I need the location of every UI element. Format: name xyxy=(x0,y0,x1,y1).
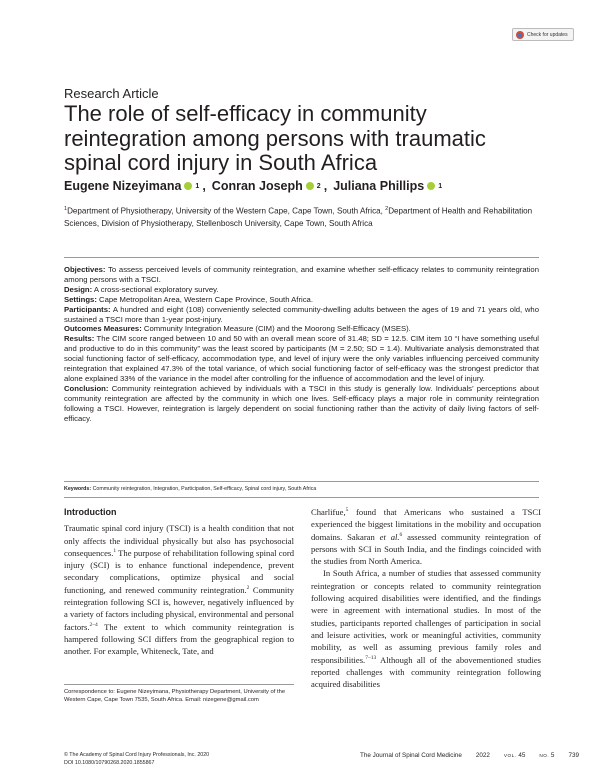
orcid-icon[interactable] xyxy=(184,182,192,190)
doi-link[interactable]: DOI 10.1080/10790268.2020.1855867 xyxy=(64,759,155,766)
volume-label: VOL. xyxy=(503,753,517,758)
abstract-label: Objectives: xyxy=(64,265,106,274)
text: et al. xyxy=(379,531,400,542)
abstract-text: Community reintegration achieved by individuals with a TSCI in this study is generally low. Individuals’ perceptions about community reintegration are affected by the community in which one lives. Self-efficacy plays a major role in community reintegration following a TSCI. However, reintegration is largely dependent on social functioning rather than the activity of daily living factors of self-efficacy. xyxy=(64,383,539,423)
keywords-label: Keywords: xyxy=(64,486,92,492)
paragraph xyxy=(311,506,541,567)
correspondence: Correspondence to: Eugene Nizeyimana, Physiotherapy Department, University of the Western Cape, Cape Town 7535, South Africa. Email: nizegene@gmail.com xyxy=(64,689,286,703)
abstract-label: Participants: xyxy=(64,304,111,314)
keywords-text: Community reintegration, Integration, Participation, Self-efficacy, Spinal cord injury, South Africa xyxy=(91,486,317,492)
divider xyxy=(64,481,539,482)
abstract-outcomes xyxy=(64,324,539,334)
abstract-text: The CIM score ranged between 10 and 50 with an overall mean score of 31.48; SD = 12.5. CIM item 10 “I have something useful and productive to do in this community” was the least scored by participants (M = 2.50; SD = 1.4). Multivariate analysis demonstrated that social functioning factor of self-efficacy, accommodation type, and level of injury were the only variables influencing perceived community reintegration that explained 47.3% of the total variance, of which social functioning factor of self-efficacy was the strongest predictor that alone explained 33% of the variance in the model after controlling for the influence of accommodation and the level of injury. xyxy=(64,334,539,383)
affiliation-marker: 1 xyxy=(438,182,443,190)
text: Although all of the abovementioned studies reported challenges with community reintegration following acquired disabilities xyxy=(311,654,541,690)
text: found that Americans who sustained a TSCI experienced the biggest limitations in the mobility and occupation domains. Sakaran xyxy=(311,507,541,542)
author-name: Conran Joseph xyxy=(211,179,303,193)
footer-right xyxy=(360,752,579,759)
citation-link[interactable]: 5 xyxy=(345,507,349,514)
author-name: Juliana Phillips xyxy=(333,179,425,193)
abstract-participants xyxy=(64,305,539,325)
keywords xyxy=(64,486,316,492)
footer-left xyxy=(64,752,209,767)
citation-link[interactable]: 2–4 xyxy=(89,621,98,628)
crossmark-icon xyxy=(516,31,524,39)
body-column-left xyxy=(64,506,294,658)
body-column-right xyxy=(311,506,541,690)
text: Traumatic spinal cord injury (TSCI) is a health condition that not only affects the individual physically but also has psychosocial consequences. xyxy=(64,523,294,558)
article-title: The role of self-efficacy in community reintegration among persons with traumatic spinal cord injury in South Africa xyxy=(64,101,486,175)
divider xyxy=(64,684,294,685)
abstract-results xyxy=(64,334,539,384)
page-number: 739 xyxy=(568,752,579,759)
article-type: Research Article xyxy=(64,86,159,101)
abstract-label: Design: xyxy=(64,284,93,294)
orcid-icon[interactable] xyxy=(427,182,435,190)
author[interactable]: Conran Joseph 2 , xyxy=(211,179,328,193)
volume: 45 xyxy=(518,752,526,759)
abstract-label: Settings: xyxy=(64,294,97,304)
orcid-icon[interactable] xyxy=(306,182,314,190)
citation-link[interactable]: 2 xyxy=(246,584,250,591)
divider xyxy=(64,257,539,258)
abstract xyxy=(64,265,539,424)
paragraph xyxy=(64,522,294,657)
divider xyxy=(64,497,539,498)
issue-label: NO. xyxy=(539,753,550,758)
author-list xyxy=(64,179,442,193)
text: assessed community reintegration of persons with SCI in South India, and the findings coincided with the studies from North America. xyxy=(311,531,542,567)
affiliation-marker: 1 xyxy=(195,182,200,190)
text: The extent to which community reintegration is hampered following SCI differs from the geographical region to another. For example, Whiteneck, Tate, and xyxy=(64,621,294,657)
affiliations xyxy=(64,203,544,230)
check-for-updates-label: Check for updates xyxy=(527,31,568,38)
abstract-text: To assess perceived levels of community reintegration, and examine whether self-efficacy relates to community reintegration among persons with a TSCI. xyxy=(64,265,539,284)
affiliation-2: Department of Health and Rehabilitation Sciences, Division of Physiotherapy, Stellenbosch University, Cape Town, South Africa xyxy=(64,206,533,228)
abstract-label: Conclusion: xyxy=(64,383,109,393)
affiliation-marker: 2 xyxy=(385,206,389,212)
abstract-objectives xyxy=(64,265,539,285)
citation-link[interactable]: 6 xyxy=(399,531,403,538)
author-name: Eugene Nizeyimana xyxy=(64,179,182,193)
section-heading: Introduction xyxy=(64,507,117,517)
abstract-text: A cross-sectional exploratory survey. xyxy=(92,284,219,294)
author[interactable]: Eugene Nizeyimana 1 , xyxy=(64,179,206,193)
abstract-label: Results: xyxy=(64,334,95,344)
abstract-conclusion xyxy=(64,384,539,424)
affiliation-1: Department of Physiotherapy, University of the Western Cape, Cape Town, South Africa, xyxy=(67,206,386,216)
copyright: © The Academy of Spinal Cord Injury Professionals, Inc. 2020 xyxy=(64,752,210,758)
abstract-design xyxy=(64,285,539,295)
citation-link[interactable]: 7–13 xyxy=(365,654,377,661)
abstract-text: Community Integration Measure (CIM) and the Moorong Self-Efficacy (MSES). xyxy=(141,324,411,334)
affiliation-marker: 1 xyxy=(64,206,68,212)
citation-link[interactable]: 1 xyxy=(113,548,117,555)
check-for-updates-button[interactable] xyxy=(512,28,574,41)
abstract-text: Cape Metropolitan Area, Western Cape Province, South Africa. xyxy=(96,294,313,304)
text: The purpose of rehabilitation following spinal cord injury (SCI) is to enhance functional independence, prevent secondary complications, optimize physical and social functioning, and renewed community reintegration. xyxy=(64,547,294,595)
text: Charlifue, xyxy=(311,507,346,517)
paragraph xyxy=(311,567,541,690)
text: In South Africa, a number of studies that assessed community reintegration or concepts related to community reintegration following acquired disabilities were identified, and the findings were in agreement with international studies. In most of the studies, participants reported challenges of participation in social and leisure activities, work or meaningful activities, community mobility, as well as assuming previous family roles and responsibilities. xyxy=(311,568,541,665)
text: Community reintegration following SCI is, however, negatively influenced by a variety of factors including physical, environmental and personal factors. xyxy=(64,584,294,632)
author[interactable] xyxy=(333,179,442,193)
journal-name: The Journal of Spinal Cord Medicine xyxy=(360,752,462,759)
abstract-settings xyxy=(64,295,539,305)
affiliation-marker: 2 xyxy=(316,182,321,190)
abstract-label: Outcomes Measures: xyxy=(64,324,142,334)
year: 2022 xyxy=(475,752,490,759)
abstract-text: A hundred and eight (108) conveniently selected community-dwelling adults between the ages of 19 and 71 years old, who sustained a TSCI more than 1-year post-injury. xyxy=(64,304,539,324)
issue: 5 xyxy=(550,752,555,759)
